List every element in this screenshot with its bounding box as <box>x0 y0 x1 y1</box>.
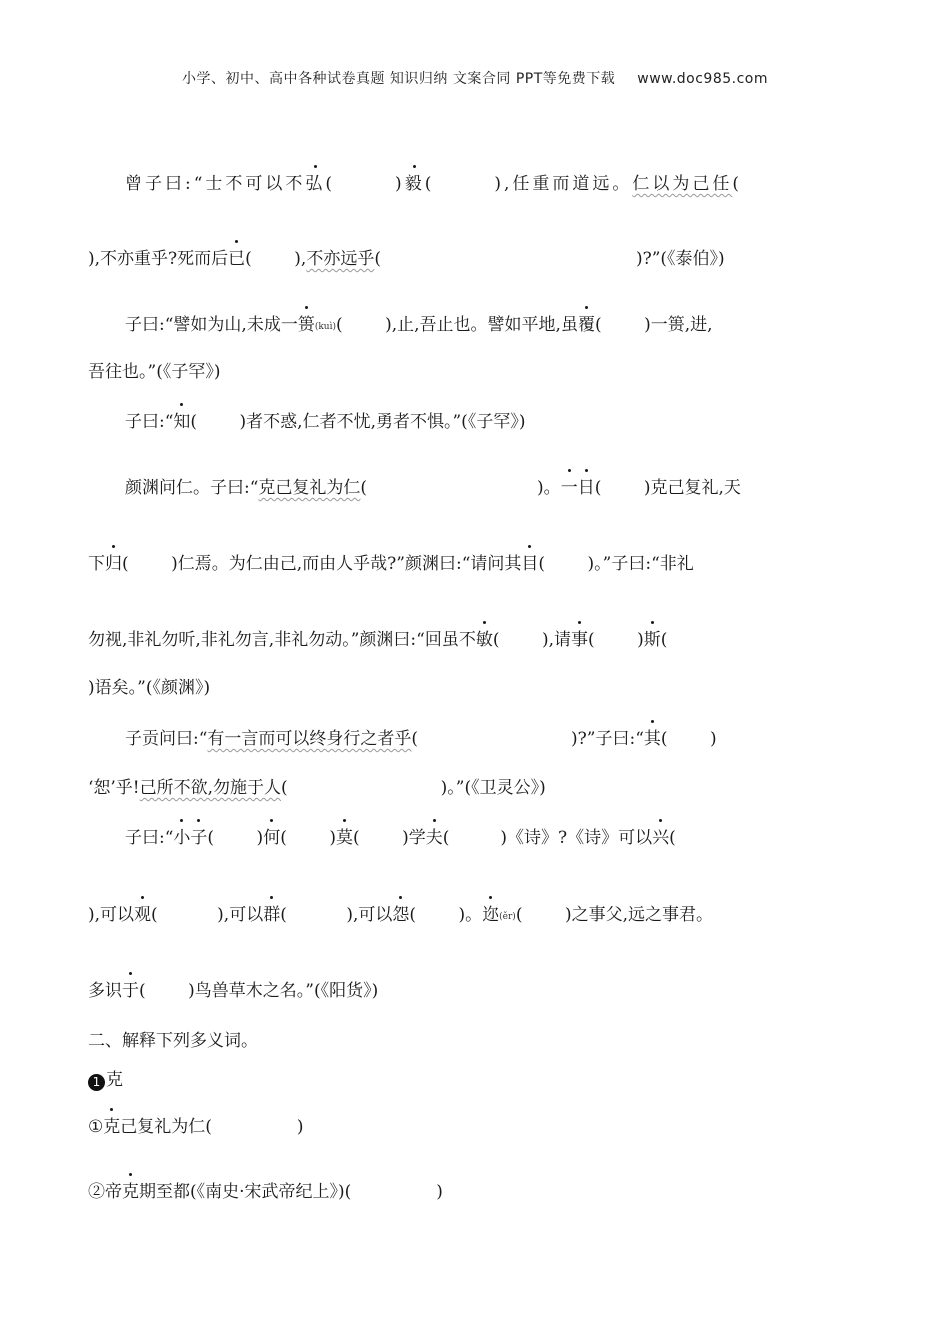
polysemy-item-heading <box>88 1068 123 1092</box>
section-title: 二、解释下列多义词。 <box>88 1031 258 1051</box>
emphasis-dot-char: 篑 <box>297 315 315 335</box>
emphasis-dot-char: 目 <box>521 554 539 574</box>
passage-line: 子曰:“小子( )何( )莫( )学夫( )《诗》?《诗》可以兴( <box>125 828 676 848</box>
emphasis-dot-char: 覆 <box>577 315 595 335</box>
passage-line: 吾往也。”(《子罕》) <box>88 362 221 382</box>
emphasis-dot-char: 毅 <box>404 174 425 194</box>
passage-line: )语矣。”(《颜渊》) <box>88 678 211 698</box>
header-text: 小学、初中、高中各种试卷真题 知识归纳 文案合同 PPT等免费下载 <box>181 71 616 87</box>
emphasis-dot-char: 斯 <box>643 630 661 650</box>
emphasis-dot-char: 莫 <box>335 828 353 848</box>
passage-line: 多识于( )鸟兽草木之名。”(《阳货》) <box>88 981 379 1001</box>
emphasis-dot-char: 子 <box>190 828 208 848</box>
emphasis-dot-char: 观 <box>134 905 152 925</box>
number-badge: 1 <box>88 1074 105 1091</box>
emphasis-dot-char: 克 <box>122 1182 139 1202</box>
emphasis-dot-char: 何 <box>263 828 281 848</box>
emphasis-dot-char: 克 <box>103 1117 121 1137</box>
passage-line: 子曰:“譬如为山,未成一篑(kuì)( ),止,吾止也。譬如平地,虽覆( )一篑,进, <box>125 315 713 335</box>
emphasis-dot-char: 事 <box>571 630 588 650</box>
passage-line: ),不亦重乎?死而后已( ),不亦远乎( )?”(《泰伯》) <box>88 249 725 269</box>
emphasis-dot-char: 夫 <box>425 828 443 848</box>
emphasis-dot-char: 迩 <box>482 905 500 925</box>
emphasis-dot-char: 敏 <box>475 630 493 650</box>
emphasis-dot-char: 群 <box>263 905 281 925</box>
emphasis-dot-char: 弘 <box>305 174 326 194</box>
emphasis-dot-char: 于 <box>122 981 139 1001</box>
passage-line: 颜渊问仁。子曰:“克己复礼为仁( )。一日( )克己复礼,天 <box>125 478 741 498</box>
passage-line: 曾子曰:“士不可以不弘( )毅( ),任重而道远。仁以为己任( <box>125 174 742 194</box>
emphasis-dot-char: 已 <box>228 249 246 269</box>
emphasis-dot-char: 知 <box>173 412 191 432</box>
passage-line: ‘恕’乎!己所不欲,勿施于人( )。”(《卫灵公》) <box>88 778 546 798</box>
emphasis-dot-char: 一 <box>560 478 578 498</box>
example-sentence: ①克己复礼为仁( ) <box>88 1117 304 1137</box>
page-header <box>0 68 950 88</box>
emphasis-dot-char: 日 <box>577 478 595 498</box>
example-sentence: ②帝克期至都(《南史·宋武帝纪上》)( ) <box>88 1182 443 1202</box>
passage-line: 下归( )仁焉。为仁由己,而由人乎哉?”颜渊曰:“请问其目( )。”子曰:“非礼 <box>88 554 694 574</box>
emphasis-dot-char: 兴 <box>652 828 670 848</box>
emphasis-dot-char: 怨 <box>392 905 410 925</box>
emphasis-dot-char: 归 <box>105 554 122 574</box>
header-url: www.doc985.com <box>637 71 769 87</box>
passage-line: 子曰:“知( )者不惑,仁者不忧,勇者不惧。”(《子罕》) <box>125 412 526 432</box>
emphasis-dot-char: 其 <box>643 729 661 749</box>
emphasis-dot-char: 小 <box>173 828 191 848</box>
passage-line: 子贡问曰:“有一言而可以终身行之者乎( )?”子曰:“其( ) <box>125 729 717 749</box>
passage-line: ),可以观( ),可以群( ),可以怨( )。迩(ěr)( )之事父,远之事君。 <box>88 905 713 925</box>
passage-line: 勿视,非礼勿听,非礼勿言,非礼勿动。”颜渊曰:“回虽不敏( ),请事( )斯( <box>88 630 668 650</box>
polysemy-word: 克 <box>106 1070 123 1090</box>
